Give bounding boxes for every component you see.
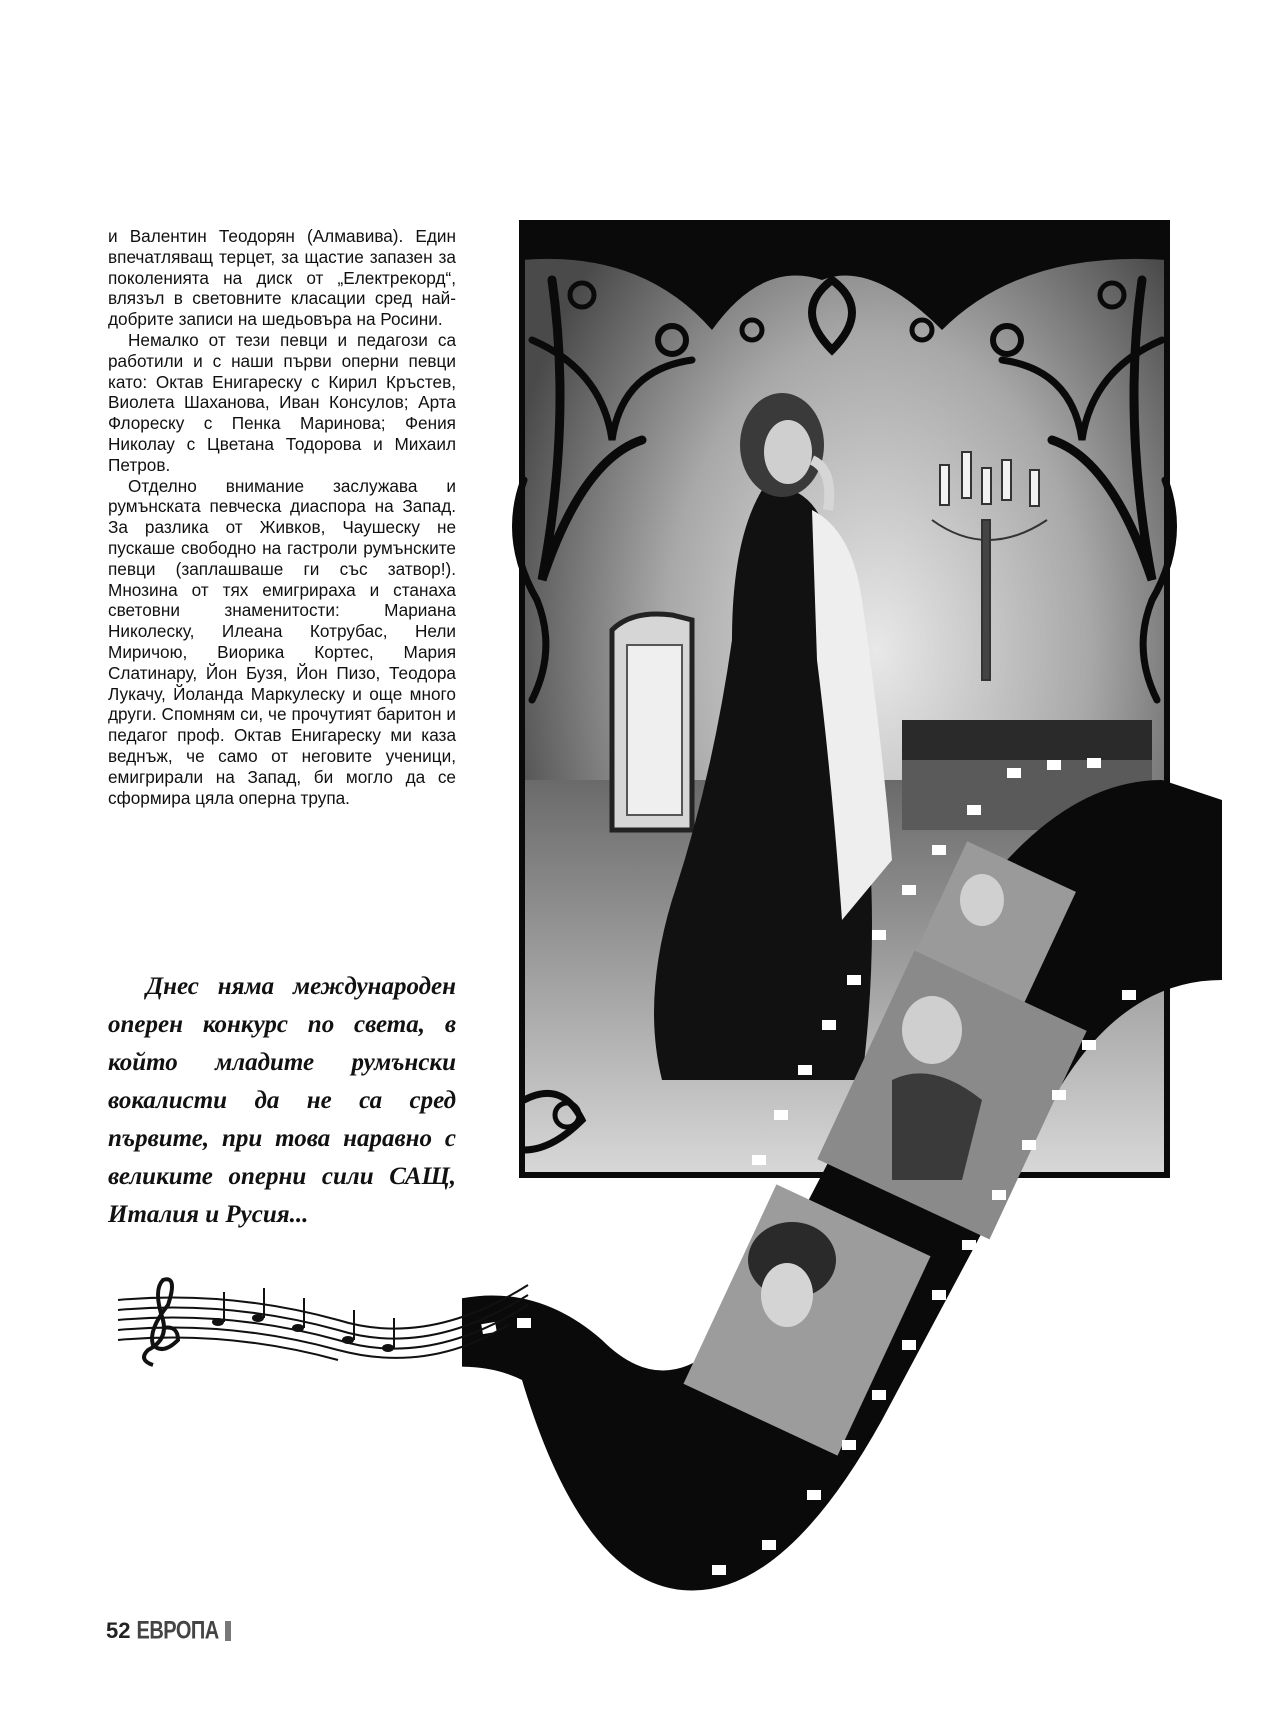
magazine-logo-bar <box>225 1621 231 1641</box>
opera-photo-collage <box>462 220 1222 1620</box>
pull-quote: Днес няма международен оперен конкурс по света, в който младите румънски вокалисти да не са сред първите, при това наравно с великите оперни сили САЩ, Италия и Русия... <box>108 973 456 1228</box>
treble-clef-icon <box>144 1279 178 1365</box>
page-footer <box>106 1618 231 1644</box>
page-number: 52 <box>106 1618 131 1643</box>
music-staff-decoration <box>108 1270 538 1380</box>
article-paragraph: и Валентин Теодорян (Алмавива). Един впечатляващ терцет, за щастие запазен за поколенията на диск от „Електрекорд“, влязъл в световните класации сред най-добрите записи на шедьовъра на Росини. <box>108 226 456 330</box>
article-column <box>108 226 456 808</box>
article-paragraph: Отделно внимание заслужава и румънската певческа диаспора на Запад. За разлика от Живков, Чаушеску не пускаше свободно на гастроли румънските певци (заплашваше ги със затвор!). Мнозина от тях емигрираха и станаха световни знаменитости: Мариана Николеску, Илеана Котрубас, Нели Миричою, Виорика Кортес, Мария Слатинару, Йон Бузя, Йон Пизо, Теодора Лукачу, Йоланда Маркулеску и още много други. Спомням си, че прочутият баритон и педагог проф. Октав Енигареску ми каза веднъж, че само от неговите ученици, емигрирали на Запад, би могло да се сформира цяла оперна трупа. <box>108 475 456 808</box>
magazine-logo: ЕВРОПА <box>136 1616 219 1645</box>
article-paragraph: Немалко от тези певци и педагози са работили и с наши първи оперни певци като: Октав Енигареску с Кирил Кръстев, Виолета Шаханова, Иван Консулов; Арта Флореску с Пенка Маринова; Фения Николау с Цветана Тодорова и Михаил Петров. <box>108 329 456 475</box>
